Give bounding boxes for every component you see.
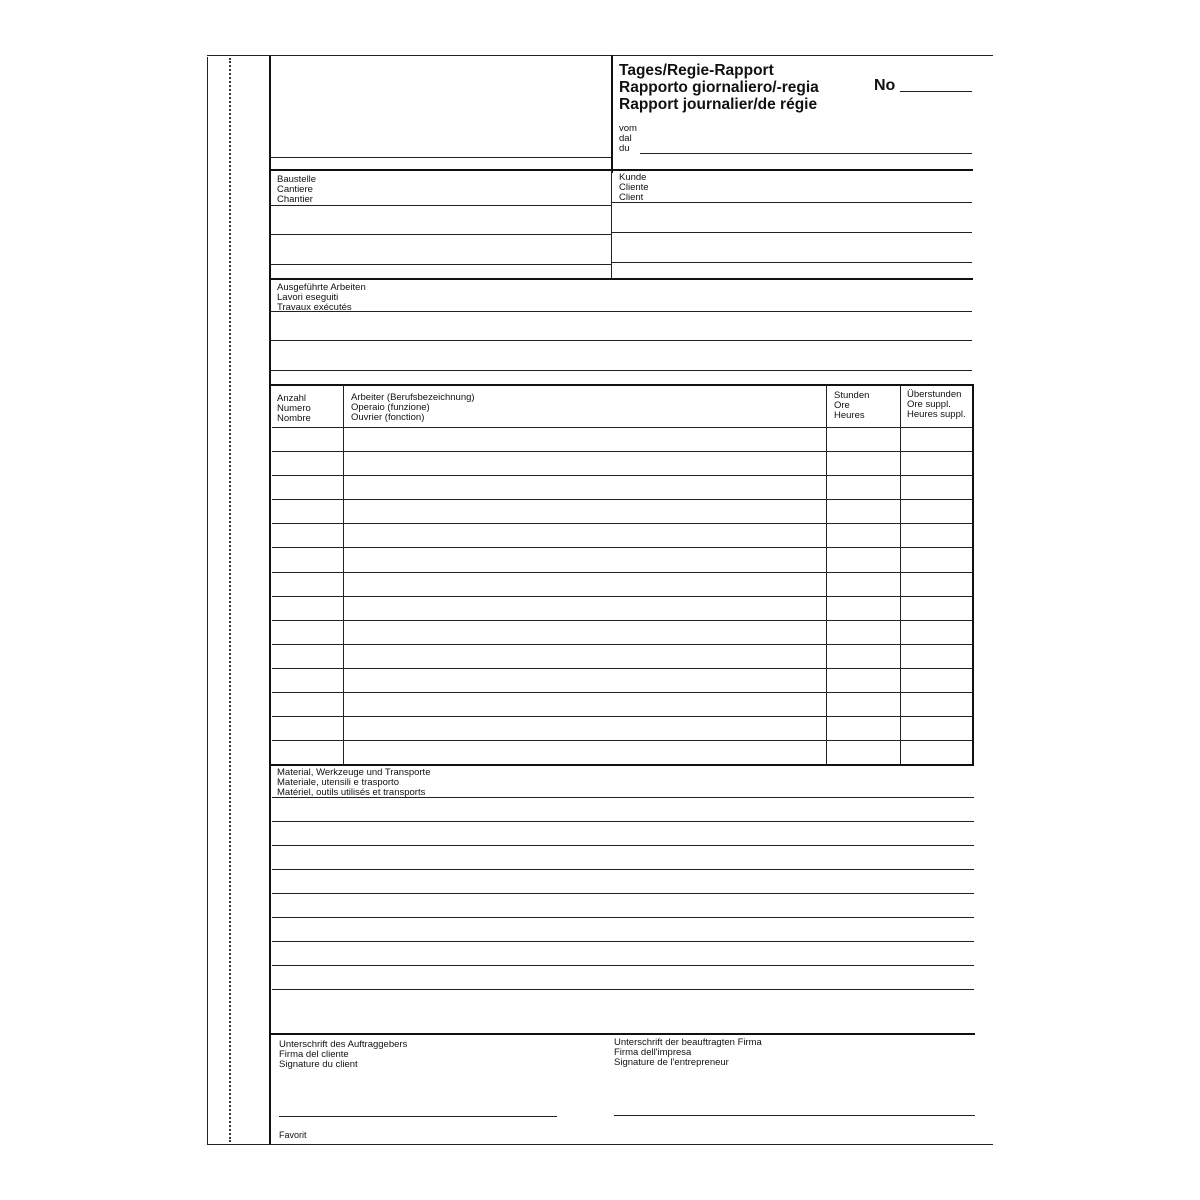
- table-row[interactable]: [272, 668, 973, 669]
- column-header-hours-de: Stunden: [834, 390, 870, 401]
- column-header-hours: [834, 391, 869, 422]
- materials-label-it: Materiale, utensili e trasporto: [277, 777, 399, 789]
- client-signature-label-fr: Signature du client: [279, 1059, 358, 1071]
- table-row[interactable]: [272, 644, 973, 645]
- form-left-border: [269, 55, 271, 1144]
- site-section-bottom-border: [270, 278, 973, 280]
- header-bottom-border: [270, 169, 973, 171]
- materials-label-de: Material, Werkzeuge und Transporte: [277, 767, 431, 778]
- brand-label: Favorit: [279, 1130, 307, 1140]
- date-labels: [619, 124, 637, 155]
- table-row[interactable]: [272, 692, 973, 693]
- date-label-it: dal: [619, 133, 632, 145]
- work-done-label-de: Ausgeführte Arbeiten: [277, 282, 366, 293]
- materials-line[interactable]: [272, 917, 974, 918]
- materials-line[interactable]: [272, 845, 974, 846]
- workers-table-top-border: [270, 384, 974, 386]
- column-header-count: [277, 394, 311, 425]
- customer-field-line-2[interactable]: [612, 232, 972, 233]
- column-header-worker-it: Operaio (funzione): [351, 402, 430, 414]
- column-header-count-fr: Nombre: [277, 413, 311, 425]
- number-label: No: [874, 77, 896, 94]
- customer-field-line-1[interactable]: [612, 202, 972, 203]
- workers-table-right-border: [972, 384, 974, 765]
- column-header-overtime: [907, 390, 966, 421]
- column-header-hours-it: Ore: [834, 400, 850, 412]
- site-label-fr: Chantier: [277, 194, 313, 206]
- table-row[interactable]: [272, 427, 973, 428]
- table-row[interactable]: [272, 740, 973, 741]
- sheet-top-edge: [207, 55, 993, 56]
- work-done-line-3[interactable]: [270, 370, 972, 371]
- contractor-signature-labels: [614, 1038, 762, 1069]
- materials-line[interactable]: [272, 965, 974, 966]
- column-header-worker-de: Arbeiter (Berufsbezeichnung): [351, 392, 475, 403]
- client-signature-labels: [279, 1040, 407, 1071]
- materials-line[interactable]: [272, 869, 974, 870]
- header-left-underline: [270, 157, 611, 158]
- header-divider: [611, 55, 613, 173]
- form-title-fr: Rapport journalier/de régie: [619, 96, 818, 113]
- sheet-bottom-edge: [207, 1144, 993, 1145]
- table-row[interactable]: [272, 596, 973, 597]
- site-field-line-2[interactable]: [270, 234, 611, 235]
- site-labels: [277, 175, 316, 206]
- materials-labels: [277, 768, 430, 799]
- materials-line[interactable]: [272, 821, 974, 822]
- table-row[interactable]: [272, 620, 973, 621]
- customer-field-line-3[interactable]: [612, 262, 972, 263]
- workers-col-divider-1: [343, 385, 344, 764]
- materials-bottom-border: [270, 1033, 975, 1035]
- client-signature-field[interactable]: [279, 1116, 557, 1117]
- contractor-signature-label-fr: Signature de l'entrepreneur: [614, 1057, 729, 1069]
- client-signature-label-de: Unterschrift des Auftraggebers: [279, 1039, 408, 1050]
- date-field[interactable]: [640, 153, 972, 154]
- workers-col-divider-2: [826, 385, 827, 764]
- customer-label-it: Cliente: [619, 182, 649, 194]
- table-row[interactable]: [272, 451, 973, 452]
- number-field[interactable]: [900, 91, 972, 92]
- materials-line[interactable]: [272, 797, 974, 798]
- site-label-de: Baustelle: [277, 174, 317, 185]
- work-done-label-it: Lavori eseguiti: [277, 292, 339, 304]
- work-done-line-1[interactable]: [270, 311, 972, 312]
- customer-labels: [619, 173, 649, 204]
- site-label-it: Cantiere: [277, 184, 313, 196]
- date-label-de: vom: [619, 123, 637, 134]
- customer-label-fr: Client: [619, 192, 644, 204]
- column-header-count-de: Anzahl: [277, 393, 307, 404]
- column-header-hours-fr: Heures: [834, 410, 865, 422]
- contractor-signature-field[interactable]: [614, 1115, 975, 1116]
- table-row[interactable]: [272, 572, 973, 573]
- site-field-line-3[interactable]: [270, 264, 611, 265]
- column-header-worker: [351, 393, 475, 424]
- workers-table-bottom-border: [270, 764, 974, 766]
- customer-label-de: Kunde: [619, 172, 647, 183]
- table-row[interactable]: [272, 716, 973, 717]
- materials-line[interactable]: [272, 989, 974, 990]
- column-header-overtime-it: Ore suppl.: [907, 399, 951, 411]
- sheet-left-edge: [207, 57, 208, 1145]
- date-label-fr: du: [619, 143, 630, 155]
- client-signature-label-it: Firma del cliente: [279, 1049, 349, 1061]
- materials-label-fr: Matériel, outils utilisés et transports: [277, 787, 426, 799]
- table-row[interactable]: [272, 499, 973, 500]
- form-title-de: Tages/Regie-Rapport: [619, 62, 774, 79]
- column-header-worker-fr: Ouvrier (fonction): [351, 412, 425, 424]
- contractor-signature-label-de: Unterschrift der beauftragten Firma: [614, 1037, 762, 1048]
- contractor-signature-label-it: Firma dell'impresa: [614, 1047, 692, 1059]
- perforation-line: [229, 58, 231, 1142]
- work-done-labels: [277, 283, 366, 314]
- materials-line[interactable]: [272, 893, 974, 894]
- form-title-it: Rapporto giornaliero/-regia: [619, 79, 819, 96]
- materials-line[interactable]: [272, 941, 974, 942]
- form-title: [619, 62, 819, 113]
- column-header-overtime-de: Überstunden: [907, 389, 962, 400]
- site-field-line-1[interactable]: [270, 205, 611, 206]
- column-header-overtime-fr: Heures suppl.: [907, 409, 966, 421]
- table-row[interactable]: [272, 523, 973, 524]
- table-row[interactable]: [272, 475, 973, 476]
- work-done-line-2[interactable]: [270, 340, 972, 341]
- work-done-label-fr: Travaux exécutés: [277, 302, 352, 314]
- table-row[interactable]: [272, 547, 973, 548]
- workers-col-divider-3: [900, 385, 901, 764]
- column-header-count-it: Numero: [277, 403, 311, 415]
